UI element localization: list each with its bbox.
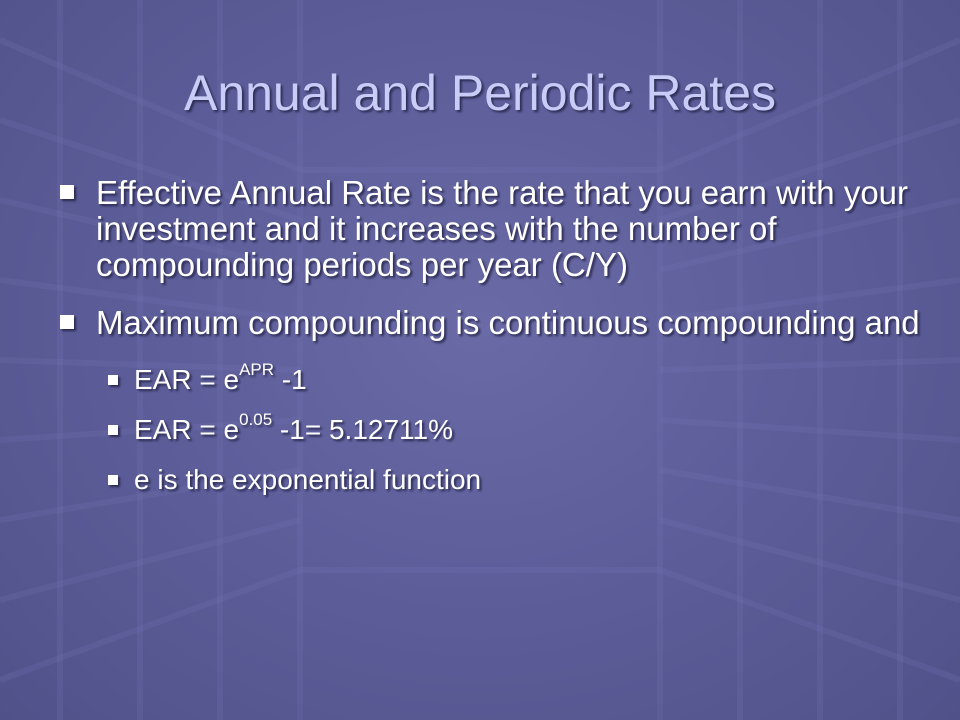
square-bullet-icon [108, 375, 118, 385]
sub-bullet-text [134, 359, 920, 397]
sub-bullet-text [134, 463, 920, 497]
sub-bullet-item [108, 463, 920, 497]
formula-exponent: APR [239, 359, 275, 379]
formula-exponent: 0.05 [239, 409, 273, 429]
formula-prefix: e is the exponential function [134, 464, 482, 495]
bullet-text: Maximum compounding is continuous compounding and [96, 304, 920, 341]
bullet-text: Effective Annual Rate is the rate that you earn with your investment and it increases with the number of compounding periods per year (C/Y) [96, 174, 909, 283]
square-bullet-icon [108, 425, 118, 435]
sub-bullet-item [108, 409, 920, 447]
formula-prefix: EAR = e [134, 364, 240, 395]
formula-suffix: -1= 5.12711% [272, 414, 453, 445]
square-bullet-icon [60, 185, 74, 199]
bullet-item [60, 305, 920, 341]
sub-bullet-item [108, 359, 920, 397]
formula-prefix: EAR = e [134, 414, 240, 445]
square-bullet-icon [60, 315, 74, 329]
slide-body [60, 175, 920, 513]
sub-bullet-text [134, 409, 920, 447]
square-bullet-icon [108, 475, 118, 485]
bullet-item [60, 175, 920, 283]
slide-title: Annual and Periodic Rates [183, 65, 777, 121]
formula-suffix: -1 [274, 364, 307, 395]
